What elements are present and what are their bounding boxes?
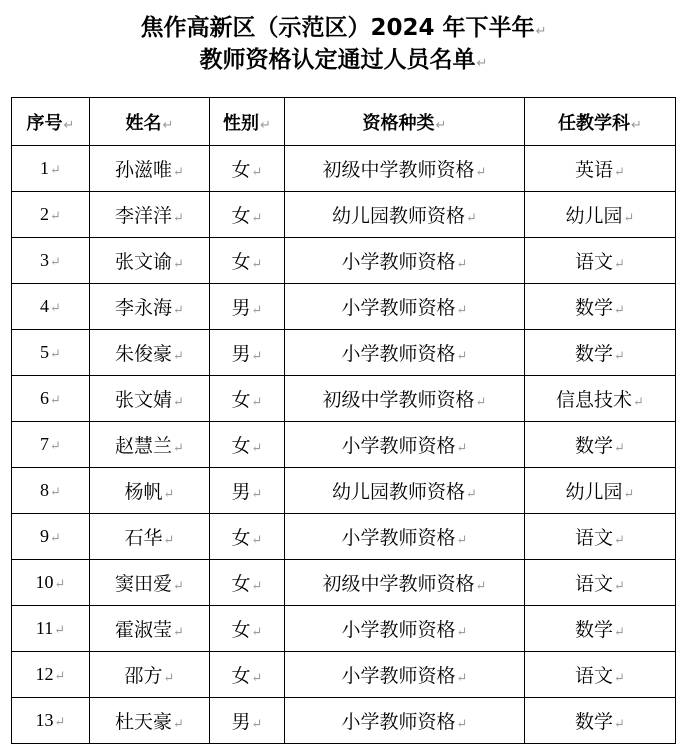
paragraph-mark-icon: ↵ [50,438,61,453]
column-header-text: 性别 [223,112,260,134]
paragraph-mark-icon: ↵ [173,211,184,226]
cell-seq [12,560,90,606]
cell-text: 语文 [575,527,614,549]
table-row [12,514,676,560]
cell-qualification [285,376,525,422]
cell-text: 赵慧兰 [115,435,173,457]
cell-text: 8 [40,480,50,500]
table-row [12,330,676,376]
paragraph-mark-icon: ↵ [50,484,61,499]
cell-text: 石华 [124,527,163,549]
cell-text: 数学 [575,711,614,733]
paragraph-mark-icon: ↵ [173,257,184,272]
paragraph-mark-icon: ↵ [251,579,263,594]
cell-qualification [285,652,525,698]
paragraph-mark-icon: ↵ [251,717,263,732]
table-row [12,652,676,698]
cell-text: 小学教师资格 [341,619,456,641]
column-header-text: 任教学科 [558,112,631,134]
paragraph-mark-icon: ↵ [54,668,66,683]
cell-text: 男 [231,711,251,733]
paragraph-mark-icon: ↵ [163,487,175,502]
paragraph-mark-icon: ↵ [614,441,625,456]
paragraph-mark-icon: ↵ [456,625,468,640]
paragraph-mark-icon: ↵ [476,56,488,71]
cell-text: 3 [40,250,50,270]
paragraph-mark-icon: ↵ [251,349,263,364]
paragraph-mark-icon: ↵ [50,392,61,407]
cell-name [90,698,210,744]
column-header-text: 资格种类 [362,112,435,134]
cell-qualification [285,468,525,514]
document-title-line2 [0,45,687,79]
paragraph-mark-icon: ↵ [614,349,625,364]
table-row [12,606,676,652]
paragraph-mark-icon: ↵ [163,533,175,548]
paragraph-mark-icon: ↵ [251,257,263,272]
table-row [12,376,676,422]
paragraph-mark-icon: ↵ [173,717,184,732]
cell-text: 女 [231,435,251,457]
paragraph-mark-icon: ↵ [54,622,66,637]
cell-text: 初级中学教师资格 [322,573,475,595]
paragraph-mark-icon: ↵ [173,395,184,410]
cell-text: 小学教师资格 [341,343,456,365]
table-row [12,238,676,284]
column-header-text: 姓名 [125,112,162,134]
personnel-table [11,97,676,744]
cell-name [90,192,210,238]
column-header-text: 序号 [26,112,63,134]
cell-subject [525,192,676,238]
paragraph-mark-icon: ↵ [50,530,61,545]
cell-gender [210,652,285,698]
cell-text: 女 [231,573,251,595]
column-header-gender [210,98,285,146]
cell-seq [12,698,90,744]
paragraph-mark-icon: ↵ [614,717,625,732]
cell-qualification [285,192,525,238]
paragraph-mark-icon: ↵ [614,579,625,594]
cell-text: 1 [40,158,50,178]
cell-seq [12,514,90,560]
cell-text: 数学 [575,343,614,365]
cell-text: 信息技术 [556,389,633,411]
cell-gender [210,330,285,376]
cell-qualification [285,284,525,330]
cell-seq [12,652,90,698]
cell-gender [210,238,285,284]
paragraph-mark-icon: ↵ [466,487,477,502]
cell-text: 幼儿园教师资格 [332,481,466,503]
cell-text: 7 [40,434,50,454]
paragraph-mark-icon: ↵ [614,625,625,640]
cell-text: 女 [231,251,251,273]
cell-subject [525,514,676,560]
paragraph-mark-icon: ↵ [251,395,263,410]
cell-text: 孙滋唯 [115,159,173,181]
cell-gender [210,698,285,744]
cell-subject [525,330,676,376]
paragraph-mark-icon: ↵ [614,671,625,686]
cell-text: 9 [40,526,50,546]
cell-text: 幼儿园 [565,205,623,227]
cell-name [90,514,210,560]
paragraph-mark-icon: ↵ [251,533,263,548]
cell-subject [525,652,676,698]
paragraph-mark-icon: ↵ [614,303,625,318]
cell-gender [210,514,285,560]
paragraph-mark-icon: ↵ [251,441,263,456]
table-row [12,468,676,514]
cell-text: 李永海 [115,297,173,319]
paragraph-mark-icon: ↵ [173,579,184,594]
paragraph-mark-icon: ↵ [50,300,61,315]
cell-text: 女 [231,205,251,227]
paragraph-mark-icon: ↵ [50,254,61,269]
cell-seq [12,146,90,192]
paragraph-mark-icon: ↵ [50,346,61,361]
paragraph-mark-icon: ↵ [260,117,271,133]
cell-qualification [285,422,525,468]
cell-text: 初级中学教师资格 [322,389,475,411]
paragraph-mark-icon: ↵ [173,625,184,640]
cell-text: 小学教师资格 [341,711,456,733]
cell-text: 男 [231,481,251,503]
cell-qualification [285,146,525,192]
cell-gender [210,284,285,330]
paragraph-mark-icon: ↵ [456,533,468,548]
cell-name [90,330,210,376]
paragraph-mark-icon: ↵ [623,487,635,502]
paragraph-mark-icon: ↵ [475,579,487,594]
cell-seq [12,468,90,514]
cell-name [90,422,210,468]
cell-text: 女 [231,159,251,181]
paragraph-mark-icon: ↵ [163,671,175,686]
cell-seq [12,192,90,238]
cell-subject [525,606,676,652]
paragraph-mark-icon: ↵ [456,349,468,364]
cell-gender [210,560,285,606]
cell-text: 杜天豪 [115,711,173,733]
cell-subject [525,238,676,284]
paragraph-mark-icon: ↵ [251,625,263,640]
cell-name [90,146,210,192]
paragraph-mark-icon: ↵ [63,117,75,133]
cell-gender [210,468,285,514]
cell-text: 语文 [575,665,614,687]
cell-text: 初级中学教师资格 [322,159,475,181]
table-row [12,192,676,238]
cell-subject [525,422,676,468]
cell-text: 数学 [575,619,614,641]
paragraph-mark-icon: ↵ [251,165,263,180]
cell-text: 女 [231,665,251,687]
column-header-name [90,98,210,146]
paragraph-mark-icon: ↵ [162,117,174,133]
cell-text: 英语 [575,159,614,181]
cell-text: 11 [35,618,54,638]
cell-text: 男 [231,343,251,365]
paragraph-mark-icon: ↵ [54,714,66,729]
cell-gender [210,192,285,238]
paragraph-mark-icon: ↵ [475,395,487,410]
cell-text: 女 [231,389,251,411]
paragraph-mark-icon: ↵ [251,303,263,318]
cell-text: 数学 [575,435,614,457]
cell-text: 窦田爱 [115,573,173,595]
table-row [12,698,676,744]
cell-text: 语文 [575,573,614,595]
cell-gender [210,376,285,422]
paragraph-mark-icon: ↵ [456,671,468,686]
title-line2-text: 教师资格认定通过人员名单 [199,47,476,73]
cell-qualification [285,330,525,376]
cell-seq [12,422,90,468]
cell-text: 幼儿园教师资格 [332,205,466,227]
cell-subject [525,284,676,330]
cell-text: 张文婧 [115,389,173,411]
paragraph-mark-icon: ↵ [631,117,642,133]
paragraph-mark-icon: ↵ [623,211,635,226]
paragraph-mark-icon: ↵ [251,671,263,686]
cell-subject [525,560,676,606]
paragraph-mark-icon: ↵ [50,162,61,177]
cell-name [90,606,210,652]
cell-qualification [285,514,525,560]
cell-qualification [285,238,525,284]
cell-subject [525,468,676,514]
paragraph-mark-icon: ↵ [475,165,487,180]
cell-subject [525,146,676,192]
cell-text: 霍淑莹 [115,619,173,641]
cell-text: 杨帆 [124,481,163,503]
cell-qualification [285,606,525,652]
cell-text: 13 [35,710,54,730]
column-header-subject [525,98,676,146]
paragraph-mark-icon: ↵ [535,24,547,39]
table-row [12,422,676,468]
column-header-qualification [285,98,525,146]
cell-name [90,652,210,698]
table-row [12,560,676,606]
cell-text: 语文 [575,251,614,273]
paragraph-mark-icon: ↵ [614,533,625,548]
cell-seq [12,284,90,330]
title-line1-text: 焦作高新区（示范区）2024 年下半年 [140,15,535,41]
cell-gender [210,606,285,652]
cell-seq [12,330,90,376]
cell-name [90,560,210,606]
paragraph-mark-icon: ↵ [50,208,61,223]
cell-text: 小学教师资格 [341,665,456,687]
cell-name [90,284,210,330]
paragraph-mark-icon: ↵ [456,303,468,318]
paragraph-mark-icon: ↵ [251,211,263,226]
cell-seq [12,238,90,284]
cell-name [90,468,210,514]
cell-text: 5 [40,342,50,362]
cell-name [90,238,210,284]
cell-text: 朱俊豪 [115,343,173,365]
paragraph-mark-icon: ↵ [466,211,477,226]
cell-seq [12,606,90,652]
cell-gender [210,422,285,468]
table-header-row [12,98,676,146]
paragraph-mark-icon: ↵ [435,117,447,133]
cell-subject [525,698,676,744]
cell-text: 张文谕 [115,251,173,273]
paragraph-mark-icon: ↵ [456,717,468,732]
cell-subject [525,376,676,422]
cell-name [90,376,210,422]
cell-text: 12 [35,664,54,684]
cell-text: 小学教师资格 [341,435,456,457]
paragraph-mark-icon: ↵ [251,487,263,502]
cell-text: 4 [40,296,50,316]
cell-text: 2 [40,204,50,224]
cell-seq [12,376,90,422]
cell-text: 小学教师资格 [341,251,456,273]
cell-text: 幼儿园 [565,481,623,503]
paragraph-mark-icon: ↵ [54,576,66,591]
cell-text: 小学教师资格 [341,297,456,319]
cell-text: 女 [231,619,251,641]
paragraph-mark-icon: ↵ [173,165,184,180]
paragraph-mark-icon: ↵ [173,441,184,456]
paragraph-mark-icon: ↵ [173,303,184,318]
cell-text: 6 [40,388,50,408]
table-row [12,146,676,192]
table-body [12,146,676,744]
paragraph-mark-icon: ↵ [614,257,625,272]
column-header-seq [12,98,90,146]
paragraph-mark-icon: ↵ [456,441,468,456]
cell-gender [210,146,285,192]
cell-text: 小学教师资格 [341,527,456,549]
cell-text: 数学 [575,297,614,319]
cell-text: 10 [35,572,54,592]
paragraph-mark-icon: ↵ [173,349,184,364]
cell-text: 男 [231,297,251,319]
paragraph-mark-icon: ↵ [614,165,625,180]
paragraph-mark-icon: ↵ [633,395,644,410]
cell-qualification [285,698,525,744]
cell-qualification [285,560,525,606]
cell-text: 李洋洋 [115,205,173,227]
paragraph-mark-icon: ↵ [456,257,468,272]
table-row [12,284,676,330]
document-title-line1 [0,13,687,47]
cell-text: 邵方 [124,665,163,687]
cell-text: 女 [231,527,251,549]
